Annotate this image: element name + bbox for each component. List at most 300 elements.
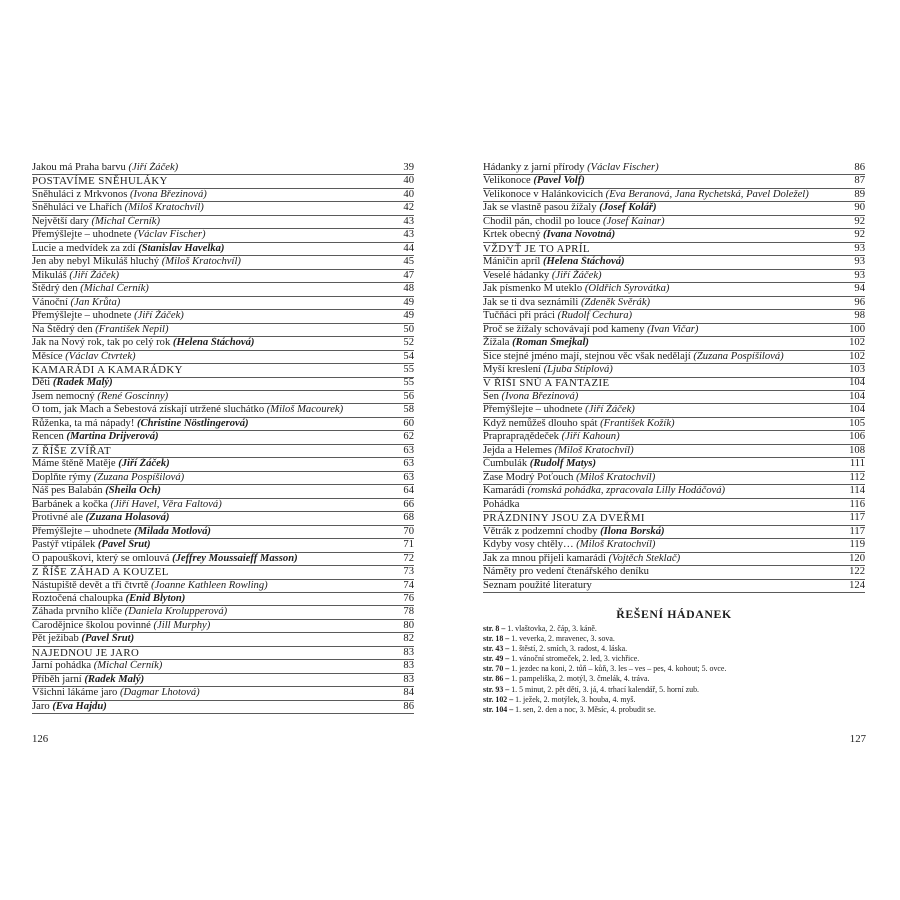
entry-author: (Dagmar Lhotová) bbox=[119, 687, 200, 699]
entry-page-number: 106 bbox=[849, 431, 865, 443]
answer-page-ref: str. 18 – bbox=[483, 634, 510, 644]
entry-page-number: 52 bbox=[403, 337, 414, 349]
entry-page-number: 90 bbox=[854, 202, 865, 214]
entry-title bbox=[483, 351, 847, 364]
entry-author: (Jiří Havel, Věra Faltová) bbox=[110, 498, 222, 510]
entry-author: (Josef Kainar) bbox=[603, 215, 665, 227]
entry-page-number: 49 bbox=[403, 296, 414, 308]
toc-entry bbox=[483, 270, 865, 283]
answer-text: 1. ježek, 2. motýlek, 3. houba, 4. myš. bbox=[513, 694, 636, 704]
entry-title bbox=[32, 499, 401, 512]
answer-row bbox=[483, 644, 873, 654]
toc-entry bbox=[32, 633, 414, 646]
entry-title bbox=[483, 404, 847, 417]
entry-author: (Milada Motlová) bbox=[134, 525, 211, 537]
entry-title bbox=[483, 539, 848, 552]
entry-title bbox=[32, 620, 401, 633]
entry-title-text: Přemýšlejte – uhodnete bbox=[32, 229, 135, 241]
answer-text: 1. sen, 2. den a noc, 3. Měsíc, 4. probudit se. bbox=[513, 704, 656, 714]
entry-author: (Ljuba Štíplová) bbox=[543, 364, 613, 375]
answers-list bbox=[483, 624, 873, 715]
entry-title-text: Seznam použité literatury bbox=[483, 579, 592, 591]
entry-title-text: Pastýř vtipálek bbox=[32, 539, 98, 551]
entry-title-text: KAMARÁDI A KAMARÁDKY bbox=[32, 364, 183, 376]
entry-title bbox=[32, 351, 401, 364]
entry-title bbox=[32, 337, 401, 350]
answers-heading: ŘEŠENÍ HÁDANEK bbox=[616, 607, 732, 621]
toc-entry bbox=[483, 418, 865, 431]
entry-page-number: 100 bbox=[849, 323, 865, 335]
entry-title-text: Lucie a medvídek za zdí bbox=[32, 242, 139, 254]
entry-title bbox=[32, 364, 401, 377]
section-heading-entry bbox=[32, 175, 414, 188]
entry-author: (Miloš Macourek) bbox=[266, 404, 344, 416]
entry-page-number: 80 bbox=[403, 619, 414, 631]
entry-author: (Jiří Kahoun) bbox=[561, 431, 620, 443]
entry-title-text: Krtek obecný bbox=[483, 229, 544, 241]
toc-entry bbox=[32, 526, 414, 539]
toc-entry bbox=[483, 162, 865, 175]
entry-title-text: Máme štěně Matěje bbox=[32, 458, 119, 470]
entry-title-text: Pět ježibab bbox=[32, 633, 82, 645]
entry-author: (Zuzana Pospíšilová) bbox=[93, 471, 185, 483]
entry-page-number: 93 bbox=[854, 269, 865, 281]
entry-title bbox=[32, 539, 401, 552]
entry-title bbox=[32, 324, 401, 337]
entry-title bbox=[32, 512, 401, 525]
entry-author: (Helena Štáchová) bbox=[172, 337, 255, 349]
entry-title-text: Roztočená chaloupka bbox=[32, 592, 126, 604]
toc-entry bbox=[32, 593, 414, 606]
entry-title bbox=[32, 377, 401, 390]
entry-title bbox=[483, 458, 848, 471]
entry-title-text: VŽDYŤ JE TO APRÍL bbox=[483, 242, 590, 255]
section-heading-entry bbox=[483, 243, 865, 256]
entry-page-number: 87 bbox=[854, 175, 865, 187]
toc-entry bbox=[483, 229, 865, 242]
toc-entry bbox=[32, 701, 414, 714]
entry-page-number: 112 bbox=[849, 471, 865, 483]
toc-entry bbox=[32, 674, 414, 687]
entry-title bbox=[483, 364, 847, 377]
toc-entry bbox=[32, 324, 414, 337]
toc-entry bbox=[483, 431, 865, 444]
entry-title-text: Veselé hádanky bbox=[483, 269, 552, 281]
entry-title-text: Prapraprадědeček bbox=[483, 431, 562, 443]
entry-page-number: 45 bbox=[403, 256, 414, 268]
entry-title-text: Z ŘÍŠE ZÁHAD A KOUZEL bbox=[32, 566, 169, 579]
entry-title-text: Jak za mnou přijeli kamarádi bbox=[483, 552, 609, 564]
entry-author: (Joanne Kathleen Rowling) bbox=[151, 579, 268, 591]
entry-title-text: Sněhuláci ve Lhařích bbox=[32, 202, 125, 214]
answer-page-ref: str. 102 – bbox=[483, 694, 514, 704]
entry-page-number: 50 bbox=[403, 323, 414, 335]
entry-title bbox=[32, 162, 401, 175]
entry-title-text: Děti bbox=[32, 377, 53, 389]
entry-author: (Rudolf Čechura) bbox=[557, 310, 633, 322]
entry-author: (Jiří Žáček) bbox=[551, 269, 602, 281]
entry-title bbox=[32, 445, 401, 458]
entry-author: (Václav Čtvrtek) bbox=[65, 350, 136, 362]
entry-page-number: 104 bbox=[849, 404, 865, 416]
toc-entry bbox=[483, 351, 865, 364]
right-page bbox=[450, 0, 900, 900]
entry-author: (Ivan Vičar) bbox=[647, 323, 699, 335]
toc-entry bbox=[32, 580, 414, 593]
entry-title-text: Jak na Nový rok, tak po celý rok bbox=[32, 337, 173, 349]
answer-row bbox=[483, 624, 873, 634]
entry-page-number: 44 bbox=[403, 242, 414, 254]
entry-author: (Radek Malý) bbox=[52, 377, 113, 389]
entry-page-number: 86 bbox=[854, 161, 865, 173]
entry-author: (Martina Drijverová) bbox=[66, 431, 159, 443]
entry-title-text: Jak se ti dva seznámili bbox=[483, 296, 581, 308]
entry-title-text: Máničin apríl bbox=[483, 256, 544, 268]
entry-author: (Stanislav Havelka) bbox=[138, 242, 225, 254]
entry-title bbox=[483, 566, 847, 579]
entry-title bbox=[32, 606, 401, 619]
entry-page-number: 83 bbox=[403, 673, 414, 685]
answer-text: 1. pampeliška, 2. motýl, 3. čmelák, 4. tráva. bbox=[509, 674, 650, 684]
entry-page-number: 124 bbox=[849, 579, 865, 591]
entry-title bbox=[32, 270, 401, 283]
entry-author: (Jeffrey Moussaieff Masson) bbox=[172, 552, 298, 564]
answer-page-ref: str. 43 – bbox=[483, 644, 510, 654]
entry-title bbox=[32, 687, 401, 700]
page-number-right: 127 bbox=[849, 733, 866, 745]
entry-title bbox=[32, 243, 401, 256]
entry-author: (Jan Krůta) bbox=[70, 296, 121, 308]
entry-title-text: Velikonoce bbox=[483, 175, 534, 187]
entry-title bbox=[483, 418, 847, 431]
entry-title-text: Nástupiště devět a tři čtvrtě bbox=[32, 579, 152, 591]
toc-entry bbox=[32, 606, 414, 619]
entry-author: (Ivona Březinová) bbox=[501, 390, 579, 402]
entry-title-text: Kamarádi bbox=[483, 485, 528, 497]
entry-page-number: 39 bbox=[403, 161, 414, 173]
entry-page-number: 40 bbox=[403, 175, 414, 187]
entry-title-text: Jejda a Helemes bbox=[483, 444, 555, 456]
page-number-left: 126 bbox=[32, 733, 49, 745]
toc-entry bbox=[32, 660, 414, 673]
answer-page-ref: str. 70 – bbox=[483, 664, 510, 674]
entry-page-number: 92 bbox=[854, 215, 865, 227]
entry-author: (Michal Černík) bbox=[80, 283, 149, 295]
answer-text: 1. jezdec na koni, 2. tůň – kůň, 3. les – ves – pes, 4. kohout; 5. ovce. bbox=[509, 664, 727, 674]
entry-title bbox=[32, 472, 401, 485]
entry-author: (Michal Černík) bbox=[91, 215, 160, 227]
entry-title-text: Štědrý den bbox=[32, 283, 81, 295]
entry-author: (Pavel Šrut) bbox=[81, 633, 135, 645]
entry-title bbox=[32, 404, 401, 417]
toc-entry bbox=[483, 472, 865, 485]
entry-page-number: 96 bbox=[854, 296, 865, 308]
toc-entry bbox=[483, 499, 865, 512]
toc-entry bbox=[483, 539, 865, 552]
entry-title bbox=[483, 270, 852, 283]
entry-author: (Miloš Kratochvíl) bbox=[554, 444, 634, 456]
answer-row bbox=[483, 685, 873, 695]
toc-entry bbox=[32, 687, 414, 700]
entry-page-number: 117 bbox=[849, 512, 865, 524]
entry-page-number: 92 bbox=[854, 229, 865, 241]
entry-page-number: 73 bbox=[403, 566, 414, 578]
entry-title bbox=[32, 485, 401, 498]
entry-author: (Jiří Žáček) bbox=[69, 269, 120, 281]
toc-entry bbox=[483, 526, 865, 539]
entry-page-number: 54 bbox=[403, 350, 414, 362]
entry-author: (Miloš Kratochvíl) bbox=[576, 471, 656, 483]
toc-entry bbox=[32, 310, 414, 323]
entry-author: (Oldřich Syrovátka) bbox=[584, 283, 670, 295]
entry-page-number: 63 bbox=[403, 458, 414, 470]
toc-entry bbox=[32, 418, 414, 431]
toc-entry bbox=[32, 404, 414, 417]
entry-title bbox=[483, 526, 848, 539]
entry-page-number: 40 bbox=[403, 188, 414, 200]
entry-author: (Zuzana Pospíšilová) bbox=[693, 350, 784, 362]
entry-title-text: Myší kreslení bbox=[483, 364, 544, 375]
toc-entry bbox=[483, 256, 865, 269]
entry-title bbox=[32, 580, 401, 593]
entry-author: (Pavel Volf) bbox=[533, 175, 585, 187]
entry-author: (Enid Blyton) bbox=[125, 592, 186, 604]
entry-title bbox=[483, 580, 847, 593]
toc-entry bbox=[483, 310, 865, 323]
entry-page-number: 55 bbox=[403, 364, 414, 375]
entry-title-text: Sněhuláci z Mrkvonos bbox=[32, 188, 130, 200]
answer-page-ref: str. 49 – bbox=[483, 654, 510, 664]
section-heading-entry bbox=[483, 378, 865, 391]
toc-entry bbox=[483, 283, 865, 296]
entry-title-text: Jak se vlastně pasou žížaly bbox=[483, 202, 600, 214]
entry-title-text: Barbánek a kočka bbox=[32, 498, 111, 510]
toc-entry bbox=[483, 202, 865, 215]
entry-title bbox=[483, 256, 852, 269]
entry-author: (František Kožík) bbox=[600, 417, 675, 429]
entry-title-text: Příběh jarní bbox=[32, 673, 85, 685]
entry-title bbox=[483, 297, 852, 310]
toc-entry bbox=[483, 580, 865, 593]
entry-title-text: Čumbulák bbox=[483, 458, 530, 470]
entry-title-text: Tučňáci při práci bbox=[483, 310, 558, 322]
entry-title bbox=[483, 229, 852, 242]
entry-title bbox=[32, 660, 401, 673]
entry-title-text: Záhada prvního klíče bbox=[32, 606, 125, 618]
answer-text: 1. 5 minut, 2. pět dětí, 3. já, 4. trhací kalendář, 5. horní zub. bbox=[509, 684, 700, 694]
answer-page-ref: str. 8 – bbox=[483, 624, 506, 633]
toc-entry bbox=[32, 539, 414, 552]
entry-title-text: Přemýšlejte – uhodnete bbox=[483, 404, 586, 416]
entry-page-number: 64 bbox=[403, 485, 414, 497]
entry-page-number: 93 bbox=[854, 242, 865, 254]
entry-title bbox=[32, 229, 401, 242]
entry-title-text: Když nemůžeš dlouho spát bbox=[483, 417, 601, 429]
entry-page-number: 103 bbox=[849, 364, 865, 375]
toc-entry bbox=[483, 297, 865, 310]
entry-title bbox=[32, 175, 401, 188]
toc-entry bbox=[483, 404, 865, 417]
entry-title-text: Z ŘÍŠE ZVÍŘAT bbox=[32, 444, 111, 457]
entry-title bbox=[483, 202, 852, 215]
entry-title bbox=[483, 283, 852, 296]
toc-entry bbox=[32, 391, 414, 404]
toc-entry bbox=[32, 270, 414, 283]
answer-text: 1. vánoční stromeček, 2. led, 3. vichřice. bbox=[509, 654, 640, 664]
toc-entry bbox=[483, 553, 865, 566]
entry-author: (Zdeněk Svěrák) bbox=[580, 296, 651, 308]
entry-author: (Roman Šmejkal) bbox=[512, 337, 589, 349]
entry-author: (Sheila Och) bbox=[105, 485, 161, 497]
entry-author: (Ivona Březinová) bbox=[129, 188, 207, 200]
entry-title bbox=[483, 553, 847, 566]
toc-entry bbox=[483, 337, 865, 350]
toc-entry bbox=[483, 216, 865, 229]
entry-page-number: 72 bbox=[403, 552, 414, 564]
entry-title bbox=[32, 189, 401, 202]
entry-title-text: POSTAVÍME SNĚHULÁKY bbox=[32, 175, 168, 188]
entry-title bbox=[32, 566, 401, 579]
entry-title bbox=[483, 431, 847, 444]
entry-title bbox=[32, 553, 401, 566]
toc-entry bbox=[32, 512, 414, 525]
toc-entry bbox=[32, 229, 414, 242]
entry-title bbox=[32, 256, 401, 269]
entry-title-text: Jsem nemocný bbox=[32, 390, 98, 402]
entry-page-number: 78 bbox=[403, 606, 414, 618]
entry-title-text: Na Štědrý den bbox=[32, 323, 96, 335]
entry-page-number: 102 bbox=[849, 337, 865, 349]
entry-page-number: 56 bbox=[403, 390, 414, 402]
entry-page-number: 104 bbox=[849, 377, 865, 389]
entry-page-number: 49 bbox=[403, 310, 414, 322]
entry-title-text: Jaro bbox=[32, 700, 53, 712]
entry-page-number: 70 bbox=[403, 525, 414, 537]
entry-author: (Daniela Krolupperová) bbox=[124, 606, 228, 618]
toc-entry bbox=[32, 499, 414, 512]
entry-page-number: 55 bbox=[403, 377, 414, 389]
entry-page-number: 48 bbox=[403, 283, 414, 295]
entry-author: (René Goscinny) bbox=[97, 390, 169, 402]
entry-title-text: Chodil pán, chodil po louce bbox=[483, 215, 604, 227]
entry-title bbox=[483, 189, 852, 202]
entry-title-text: Sen bbox=[483, 390, 502, 402]
entry-title bbox=[483, 485, 848, 498]
entry-title bbox=[32, 391, 401, 404]
entry-author: (Radek Malý) bbox=[84, 673, 145, 685]
entry-title-text: Žížala bbox=[483, 337, 513, 349]
entry-title bbox=[32, 458, 401, 471]
toc-entry bbox=[483, 485, 865, 498]
toc-entry bbox=[32, 351, 414, 364]
entry-author: (Eva Hajdu) bbox=[52, 700, 107, 712]
section-heading-entry bbox=[32, 364, 414, 377]
entry-title-text: Sice stejné jméno mají, stejnou věc však nedělají bbox=[483, 350, 694, 362]
entry-title-text: O tom, jak Mach a Šebestová získají utržené sluchátko bbox=[32, 404, 267, 416]
toc-entry bbox=[32, 553, 414, 566]
answer-row bbox=[483, 695, 873, 705]
entry-author: (Josef Kolář) bbox=[599, 202, 657, 214]
entry-title-text: PRÁZDNINY JSOU ZA DVEŘMI bbox=[483, 512, 645, 525]
entry-page-number: 86 bbox=[403, 700, 414, 712]
entry-title-text: NAJEDNOU JE JARO bbox=[32, 646, 140, 659]
table-of-contents-left bbox=[32, 162, 414, 714]
entry-author: (Jiří Žáček) bbox=[134, 310, 184, 322]
entry-page-number: 122 bbox=[849, 566, 865, 578]
entry-author: (Vojtěch Steklač) bbox=[608, 552, 681, 564]
entry-title bbox=[483, 337, 847, 350]
toc-entry bbox=[32, 620, 414, 633]
entry-title bbox=[32, 202, 401, 215]
toc-entry bbox=[483, 566, 865, 579]
answer-page-ref: str. 86 – bbox=[483, 674, 510, 684]
entry-title-text: Mikuláš bbox=[32, 269, 70, 281]
entry-page-number: 63 bbox=[403, 471, 414, 483]
entry-title bbox=[483, 310, 852, 323]
entry-page-number: 42 bbox=[403, 202, 414, 214]
toc-entry bbox=[32, 189, 414, 202]
entry-page-number: 83 bbox=[403, 660, 414, 672]
entry-page-number: 94 bbox=[854, 283, 865, 295]
entry-page-number: 116 bbox=[849, 498, 865, 510]
entry-page-number: 62 bbox=[403, 431, 414, 443]
section-heading-entry bbox=[32, 566, 414, 579]
answer-text: 1. štěstí, 2. smích, 3. radost, 4. láska. bbox=[509, 644, 628, 654]
entry-title bbox=[32, 297, 401, 310]
entry-title bbox=[32, 701, 401, 714]
entry-author: (Jiří Žáček) bbox=[128, 161, 179, 173]
answer-page-ref: str. 93 – bbox=[483, 684, 510, 694]
toc-entry bbox=[32, 202, 414, 215]
entry-title bbox=[32, 633, 401, 646]
entry-author: (Helena Štáchová) bbox=[543, 256, 625, 268]
entry-author: (Jiří Žáček) bbox=[118, 458, 170, 470]
entry-title-text: V ŘÍŠI SNŮ A FANTAZIE bbox=[483, 377, 610, 390]
toc-entry bbox=[32, 472, 414, 485]
entry-page-number: 105 bbox=[849, 417, 865, 429]
entry-page-number: 84 bbox=[403, 687, 414, 699]
answer-row bbox=[483, 674, 873, 684]
table-of-contents-right bbox=[483, 162, 865, 593]
entry-title bbox=[32, 431, 401, 444]
section-heading-entry bbox=[32, 445, 414, 458]
entry-page-number: 58 bbox=[403, 404, 414, 416]
entry-page-number: 71 bbox=[403, 539, 414, 551]
entry-author: (Václav Fischer) bbox=[587, 161, 659, 173]
entry-title bbox=[483, 324, 847, 337]
entry-title-text: Jen aby nebyl Mikuláš hluchý bbox=[32, 256, 162, 268]
entry-author: (romská pohádka, zpracovala Lilly Hodáčová) bbox=[527, 485, 726, 497]
entry-page-number: 60 bbox=[403, 417, 414, 429]
entry-title bbox=[483, 512, 848, 525]
entry-title bbox=[32, 283, 401, 296]
section-heading-entry bbox=[32, 647, 414, 660]
entry-author: (Zuzana Holasová) bbox=[85, 512, 170, 524]
entry-page-number: 68 bbox=[403, 512, 414, 524]
entry-page-number: 117 bbox=[849, 525, 865, 537]
entry-title bbox=[483, 499, 848, 512]
entry-author: (Christine Nöstlingerová) bbox=[137, 417, 249, 429]
entry-page-number: 119 bbox=[849, 539, 865, 551]
answer-row bbox=[483, 664, 873, 674]
toc-entry bbox=[32, 458, 414, 471]
entry-author: (Rudolf Matys) bbox=[529, 458, 597, 470]
toc-entry bbox=[483, 391, 865, 404]
toc-entry bbox=[32, 337, 414, 350]
entry-title bbox=[483, 472, 848, 485]
answer-row bbox=[483, 634, 873, 644]
entry-title bbox=[32, 310, 401, 323]
